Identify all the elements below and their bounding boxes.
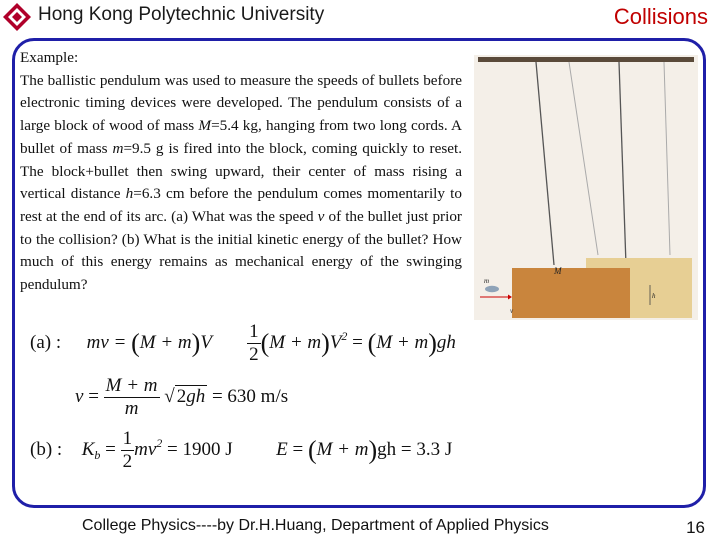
bullet-icon [485, 286, 499, 292]
example-text-2: =5.4 kg, hanging from two long cords. A bullet of mass [20, 117, 462, 157]
var-v: v [317, 207, 325, 225]
example-text-4: =6.3 cm before the pendulum comes momentarily to rest at the end of its arc. (a) What was the speed [20, 185, 462, 225]
ballistic-pendulum-figure [474, 55, 698, 320]
equation-v: v = $\frac{M + m}{m}$ √ 2gh = 630 m/s [75, 375, 289, 419]
v-result: = 630 m/s [211, 385, 289, 407]
pendulum-block [512, 268, 630, 318]
momentum-rhs-var: V [200, 331, 212, 353]
var-M: M [198, 117, 212, 135]
v-fraction [104, 375, 160, 420]
equation-a: (a) : mv = (M + m)V $\frac{1}{2}$ $(M + m)V^2 = (M + m)gh$ [30, 321, 456, 365]
university-logo-icon [2, 2, 32, 32]
v-numerator: M + m [105, 375, 158, 396]
kb-result: = 1900 J [167, 438, 233, 460]
example-text [20, 47, 462, 297]
equation-b: (b) : $K_b$ = $\frac{1}{2}$ $mv^2 = 1900$ J E = (M + m)gh = 3.3 J [30, 428, 453, 472]
momentum-lhs: mv = [86, 331, 132, 353]
half-fraction: $\frac{1}{2}$ [249, 321, 259, 365]
v-denominator: m [124, 398, 139, 419]
part-a-label: (a) : [30, 331, 62, 353]
var-h: h [125, 185, 134, 203]
header-topic: Collisions [613, 4, 708, 29]
var-m: m [112, 139, 124, 157]
bullet-label: m [484, 277, 490, 285]
example-text-3: =9.5 g is fired into the block, coming quickly to reset. The block+bullet then swing upward, their center of mass rising a vertical distance [20, 139, 462, 203]
kb-fraction: $\frac{1}{2}$ [122, 428, 133, 472]
ceiling-bar [478, 57, 694, 62]
page-number: 16 [686, 518, 705, 537]
e-result: gh = 3.3 J [377, 438, 453, 460]
block-label: M [554, 266, 562, 276]
example-label: Example: [20, 49, 79, 66]
header-university: Hong Kong Polytechnic University [38, 4, 325, 25]
footer-text: College Physics----by Dr.H.Huang, Department of Applied Physics [82, 517, 549, 534]
speed-label: v [510, 307, 514, 315]
height-label: h [652, 292, 656, 300]
part-b-label: (b) : [30, 438, 63, 460]
example-text-1: The ballistic pendulum was used to measure the speeds of bullets before electronic timing devices were developed. The pendulum consists of a large block of wood of mass [20, 71, 462, 135]
example-text-5: of the bullet just prior to the collision? (b) What is the initial kinetic energy of the bullet? How much of this energy remains as mechanical energy of the swinging pendulum? [20, 207, 462, 294]
